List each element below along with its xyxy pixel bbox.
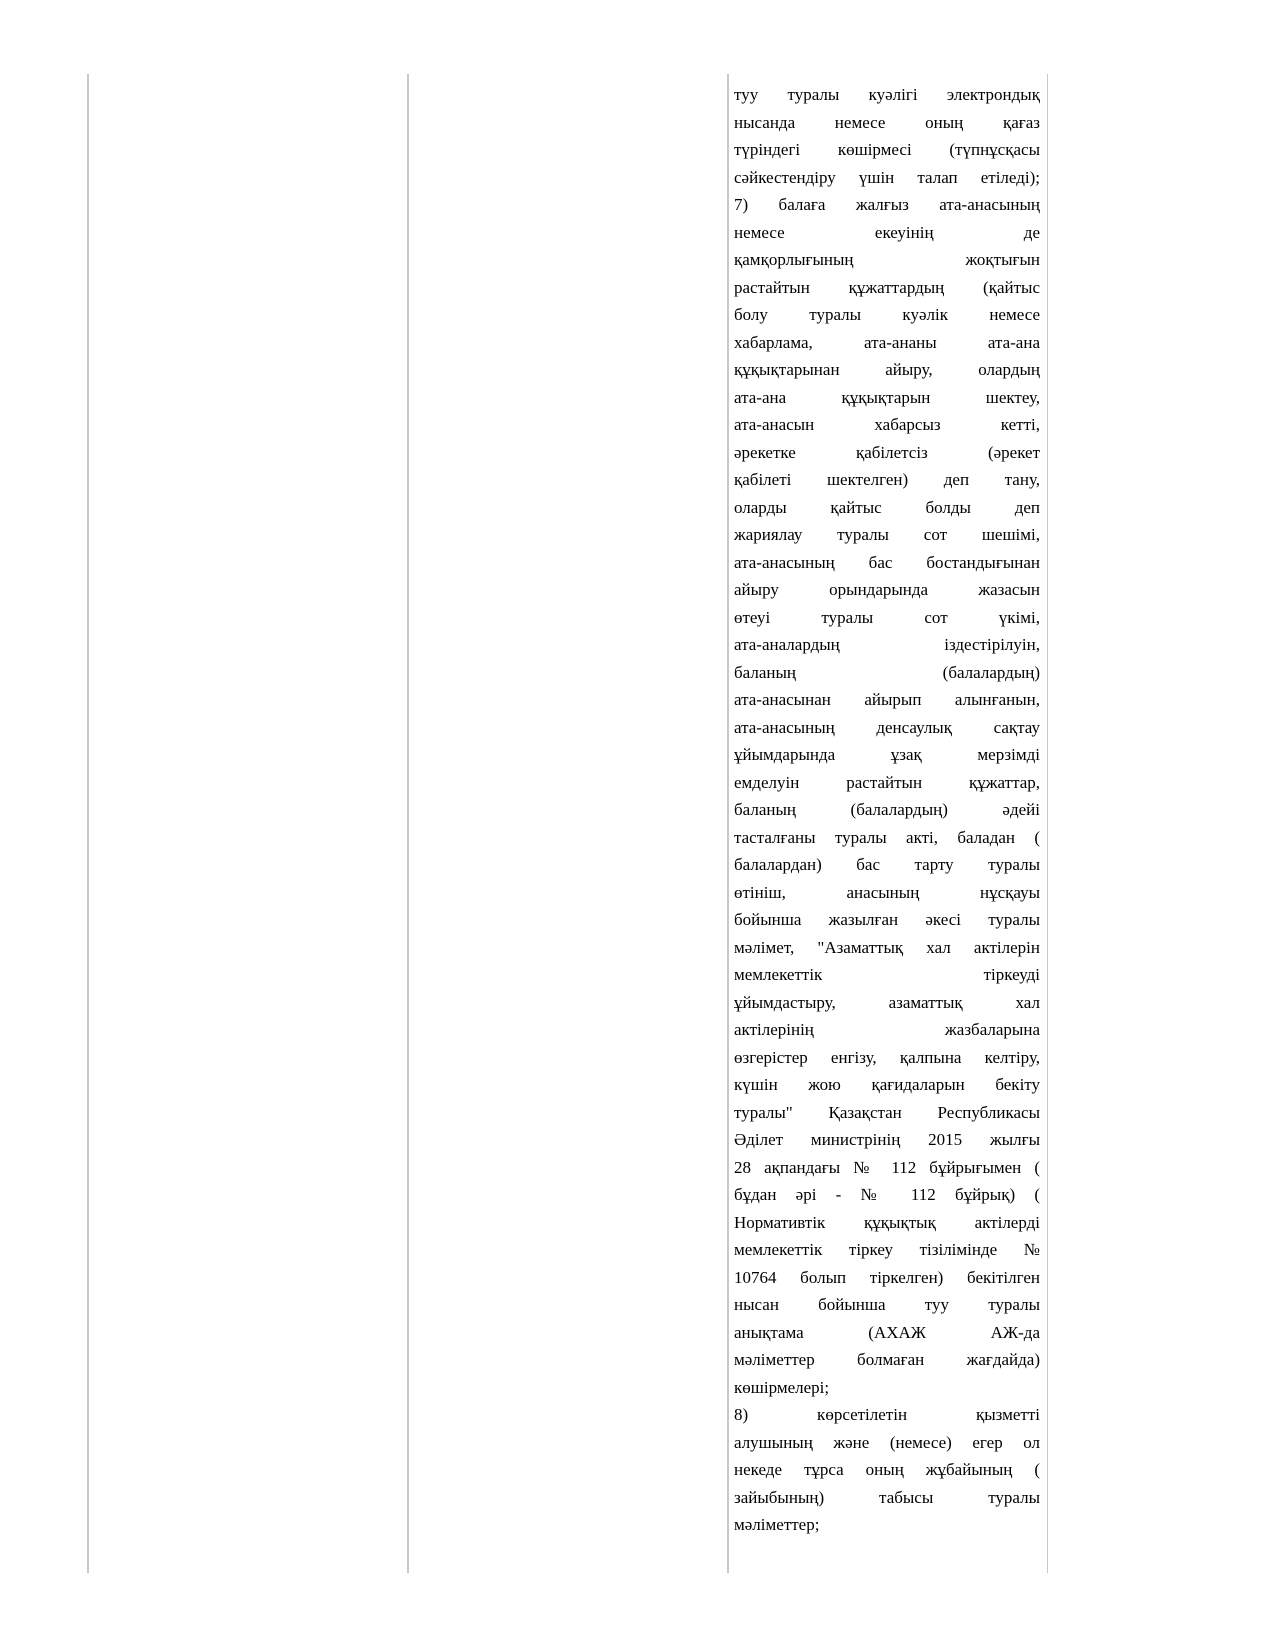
text-line: бойынша жазылған әкесі туралы [734,910,1040,929]
text-line: оларды қайтыс болды деп [734,497,1040,517]
text-line: хабарлама, ата-ананы ата-ана [734,332,1040,352]
text-line: өтініш, анасының нұсқауы [734,882,1040,902]
text-line: мәліметтер болмаған жағдайда) [734,1350,1040,1369]
text-line: баланың (балалардың) [734,662,1040,682]
text-line: 10764 болып тіркелген) бекітілген [734,1267,1040,1287]
text-line: нысанда немесе оның қағаз [734,112,1040,132]
document-table [87,74,1048,1573]
text-line: ата-ана құқықтарын шектеу, [734,387,1040,407]
text-line: анықтама (АХАЖ АЖ-да [734,1322,1040,1342]
text-line: өтеуі туралы сот үкімі, [734,607,1040,627]
text-line: немесе екеуінің де [734,222,1040,242]
text-line: бұдан әрі - № 112 бұйрық) ( [734,1185,1040,1204]
text-line: ұйымдастыру, азаматтық хал [734,992,1040,1012]
text-line: нысан бойынша туу туралы [734,1295,1040,1314]
text-line: зайыбының) табысы туралы [734,1487,1040,1507]
text-line: 7) балаға жалғыз ата-анасының [734,195,1040,214]
text-line: ата-анасының денсаулық сақтау [734,717,1040,737]
text-line: жариялау туралы сот шешімі, [734,525,1040,544]
text-line: ата-анасынан айырып алынғанын, [734,690,1040,709]
text-line: баланың (балалардың) әдейі [734,800,1040,819]
text-line: мәліметтер; [734,1515,820,1534]
text-line: туралы" Қазақстан Республикасы [734,1102,1040,1122]
text-line: көшірмелері; [734,1377,830,1397]
table-cell-col1-empty [89,74,407,1573]
text-line: қамқорлығының жоқтығын [734,250,1040,269]
text-line: айыру орындарында жазасын [734,580,1040,599]
text-line: растайтын құжаттардың (қайтыс [734,277,1040,297]
text-line: күшін жою қағидаларын бекіту [734,1075,1040,1094]
text-line: Әділет министрінің 2015 жылғы [734,1130,1040,1149]
text-line: емделуін растайтын құжаттар, [734,772,1040,792]
text-line: актілерінің жазбаларына [734,1020,1040,1039]
text-line: балалардан) бас тарту туралы [734,855,1040,874]
table-border-between-col2-col3 [727,74,729,1573]
text-line: өзгерістер енгізу, қалпына келтіру, [734,1047,1040,1067]
text-line: құқықтарынан айыру, олардың [734,360,1040,379]
text-line: ата-анасын хабарсыз кетті, [734,415,1040,434]
text-line: сәйкестендіру үшін талап етіледі); [734,167,1040,187]
paragraph [734,191,1040,1401]
table-border-right [1047,74,1049,1573]
text-line: ата-анасының бас бостандығынан [734,552,1040,572]
text-line: Нормативтік құқықтық актілерді [734,1212,1040,1232]
text-line: түріндегі көшірмесі (түпнұсқасы [734,140,1040,159]
text-line: болу туралы куәлік немесе [734,305,1040,324]
paragraph [734,81,1040,191]
text-line: ұйымдарында ұзақ мерзімді [734,745,1040,764]
table-cell-col2-empty [409,74,727,1573]
text-line: ата-аналардың іздестірілуін, [734,635,1040,654]
text-line: мәлімет, "Азаматтық хал актілерін [734,937,1040,957]
text-line: мемлекеттік тіркеу тізілімінде № [734,1240,1040,1259]
text-line: туу туралы куәлігі электрондық [734,85,1040,104]
paragraph [734,1401,1040,1539]
text-line: қабілеті шектелген) деп тану, [734,470,1040,489]
text-line: алушының және (немесе) егер ол [734,1432,1040,1452]
text-line: 28 ақпандағы № 112 бұйрығымен ( [734,1157,1040,1177]
text-line: тасталғаны туралы акті, баладан ( [734,827,1040,847]
text-line: әрекетке қабілетсіз (әрекет [734,442,1040,462]
text-line: мемлекеттік тіркеуді [734,965,1040,984]
text-line: 8) көрсетілетін қызметті [734,1405,1040,1424]
text-line: некеде тұрса оның жұбайының ( [734,1460,1040,1479]
table-cell-col3-text [734,74,1040,1573]
